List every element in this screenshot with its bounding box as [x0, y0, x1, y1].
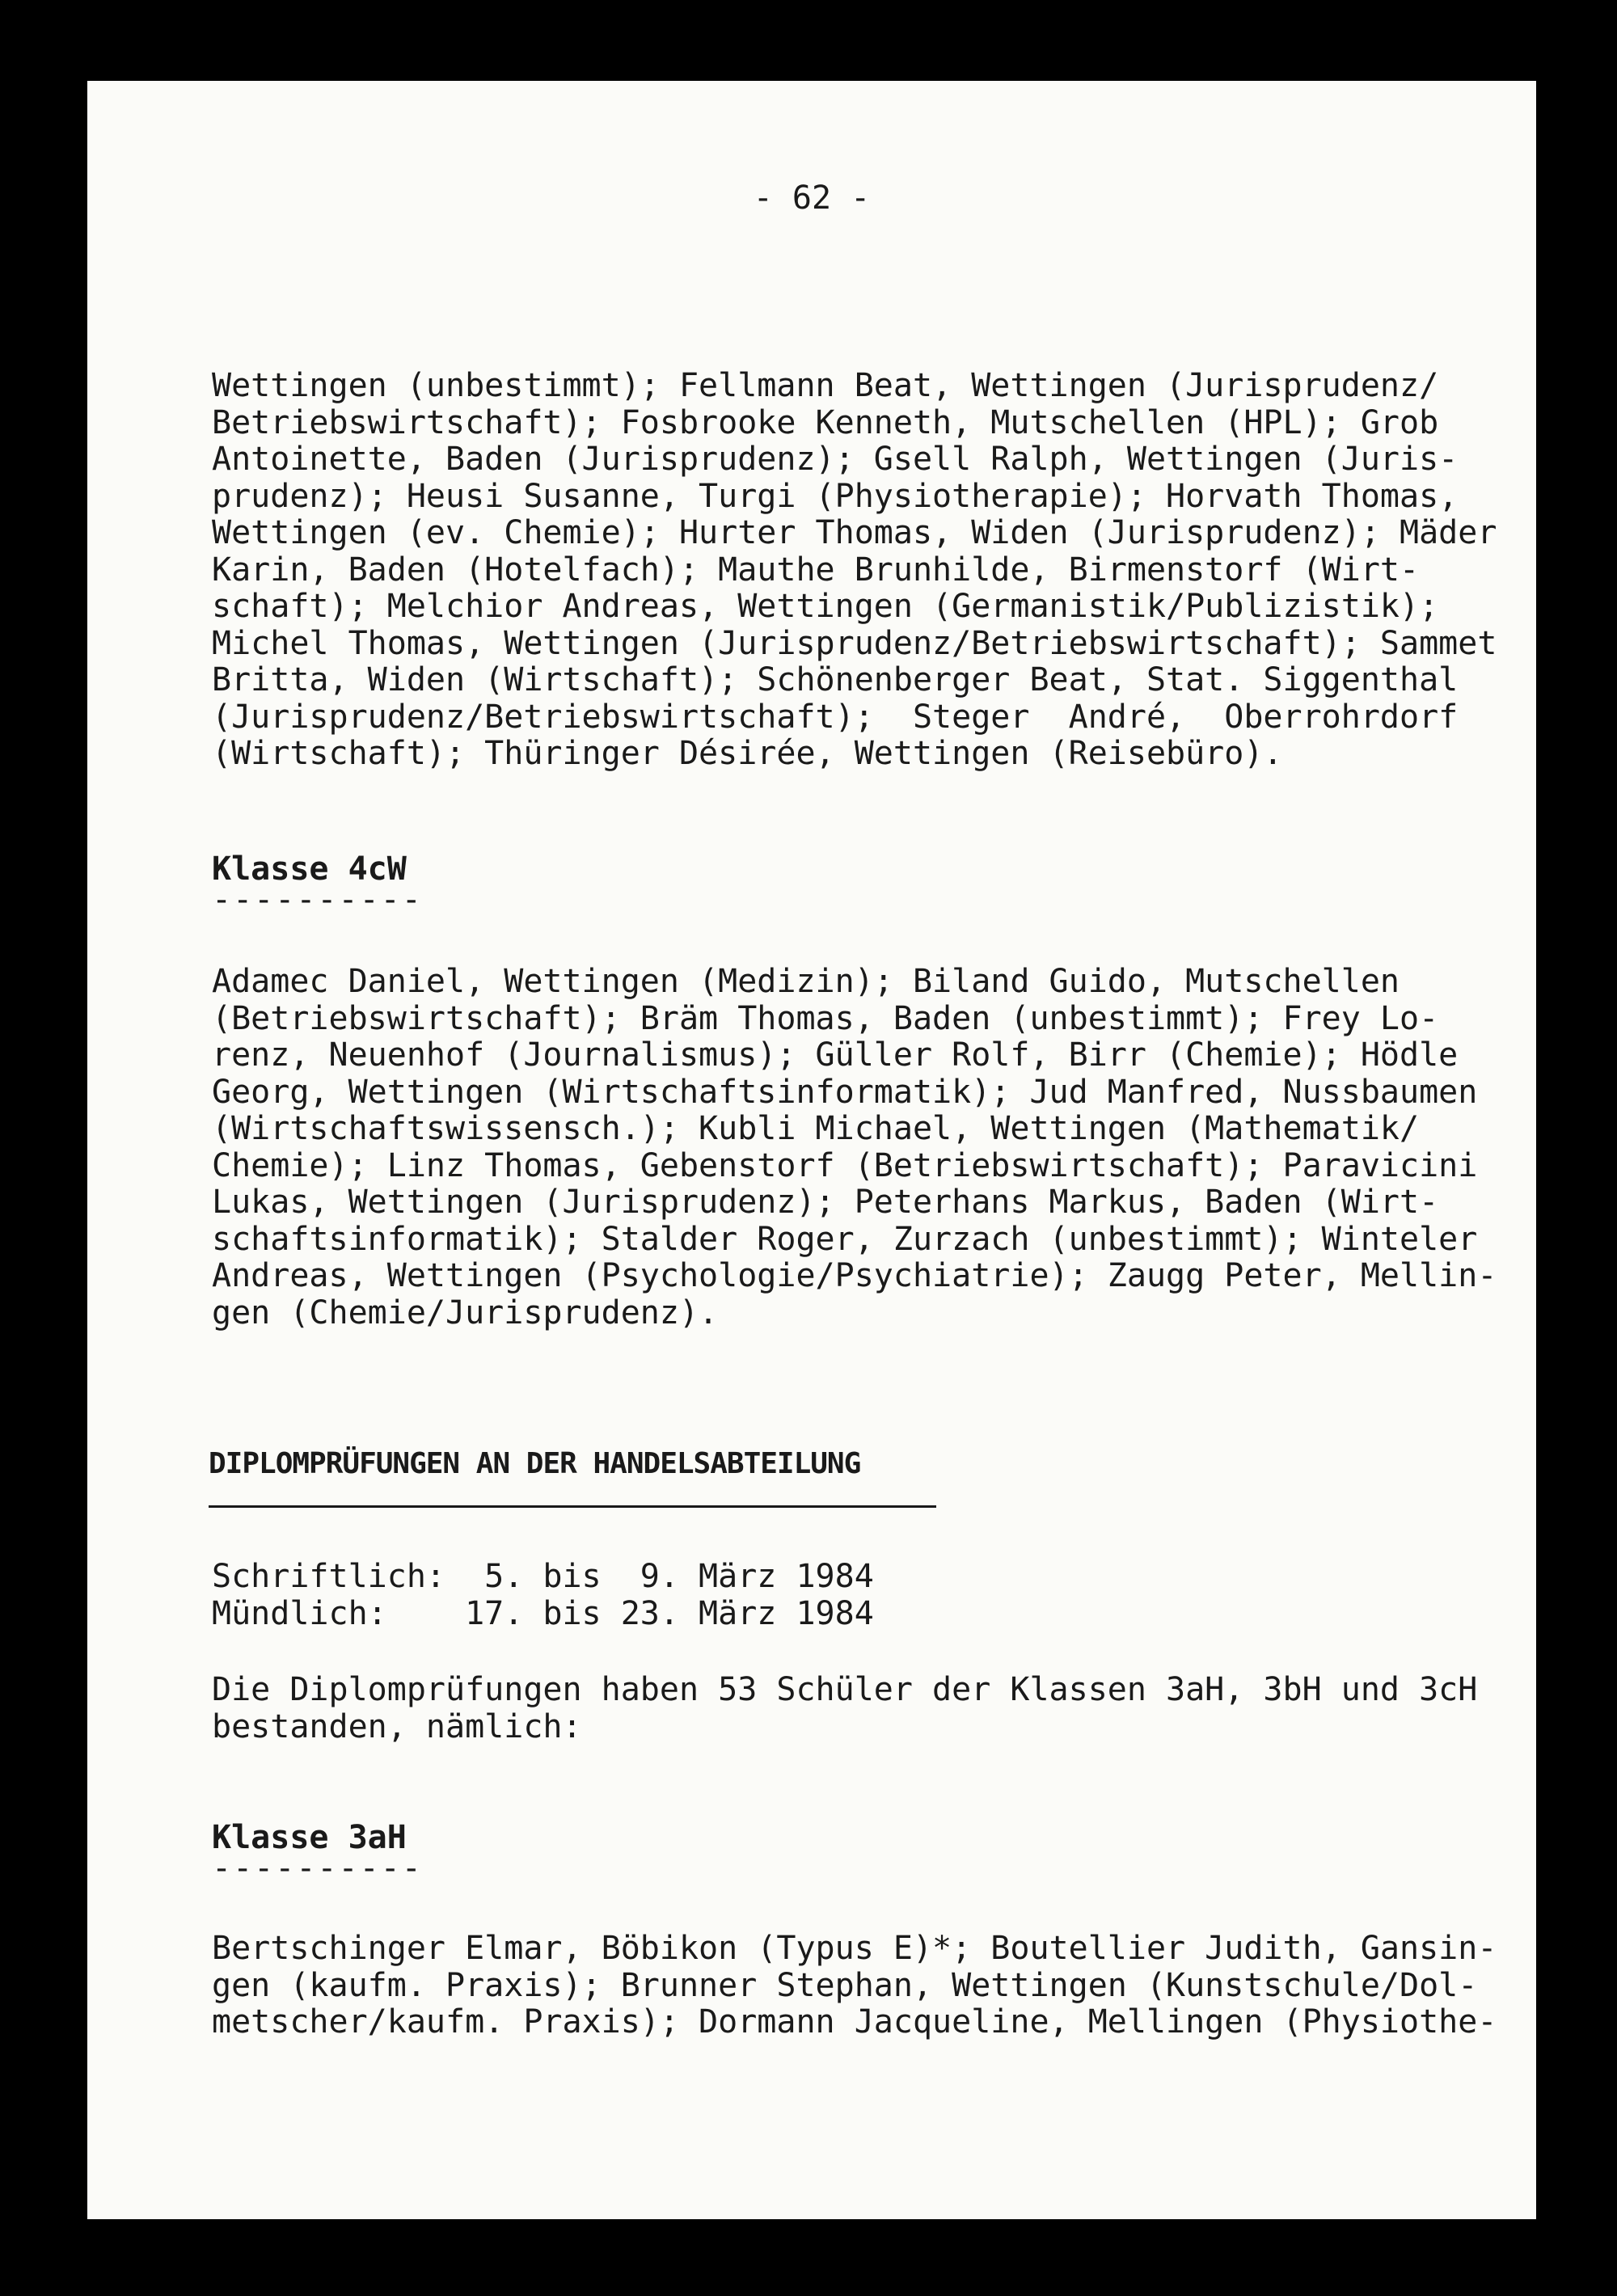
- section-heading-4cw: Klasse 4cW: [212, 850, 407, 888]
- text-line: (Wirtschaft); Thüringer Désirée, Wettingen (Reisebüro).: [212, 735, 1283, 772]
- section-heading-3ah: Klasse 3aH: [212, 1819, 407, 1856]
- text-line: (Jurisprudenz/Betriebswirtschaft); Steger André, Oberrohrdorf: [212, 698, 1459, 736]
- text-line: gen (kaufm. Praxis); Brunner Stephan, Wettingen (Kunstschule/Dol-: [212, 1966, 1478, 2004]
- diplom-intro: [212, 1671, 1478, 1745]
- text-line: Bertschinger Elmar, Böbikon (Typus E)*; Boutellier Judith, Gansin-: [212, 1930, 1497, 1967]
- text-line: Lukas, Wettingen (Jurisprudenz); Peterhans Markus, Baden (Wirt-: [212, 1184, 1439, 1221]
- text-line: Chemie); Linz Thomas, Gebenstorf (Betriebswirtschaft); Paravicini: [212, 1146, 1478, 1184]
- section-3ah-paragraph: [212, 1930, 1497, 2041]
- text-line: Antoinette, Baden (Jurisprudenz); Gsell Ralph, Wettingen (Juris-: [212, 441, 1459, 478]
- text-line: gen (Chemie/Jurisprudenz).: [212, 1294, 719, 1332]
- exam-dates: [212, 1559, 1441, 1632]
- section-heading-diplom: DIPLOMPRÜFUNGEN AN DER HANDELSABTEILUNG: [209, 1447, 861, 1480]
- text-line: renz, Neuenhof (Journalismus); Güller Rolf, Birr (Chemie); Hödle: [212, 1036, 1459, 1074]
- section-4cw-paragraph: [212, 963, 1497, 1332]
- date-line: Mündlich: 17. bis 23. März 1984: [212, 1594, 874, 1632]
- text-line: metscher/kaufm. Praxis); Dormann Jacqueline, Mellingen (Physiothe-: [212, 2003, 1497, 2041]
- text-line: (Betriebswirtschaft); Bräm Thomas, Baden (unbestimmt); Frey Lo-: [212, 999, 1439, 1037]
- text-line: Betriebswirtschaft); Fosbrooke Kenneth, Mutschellen (HPL); Grob: [212, 403, 1439, 441]
- text-line: schaftsinformatik); Stalder Roger, Zurzach (unbestimmt); Winteler: [212, 1220, 1478, 1258]
- text-line: schaft); Melchior Andreas, Wettingen (Germanistik/Publizistik);: [212, 588, 1439, 625]
- heading-rule: [209, 1505, 936, 1508]
- text-line: Adamec Daniel, Wettingen (Medizin); Biland Guido, Mutschellen: [212, 963, 1400, 1000]
- text-line: Wettingen (ev. Chemie); Hurter Thomas, Widen (Jurisprudenz); Mäder: [212, 514, 1497, 551]
- document-page: [87, 81, 1536, 2219]
- text-line: bestanden, nämlich:: [212, 1707, 582, 1745]
- text-line: Die Diplomprüfungen haben 53 Schüler der Klassen 3aH, 3bH und 3cH: [212, 1671, 1478, 1708]
- continuation-paragraph: [212, 367, 1497, 773]
- text-line: Michel Thomas, Wettingen (Jurisprudenz/Betriebswirtschaft); Sammet: [212, 624, 1497, 662]
- text-line: Andreas, Wettingen (Psychologie/Psychiatrie); Zaugg Peter, Mellin-: [212, 1257, 1497, 1294]
- text-line: Britta, Widen (Wirtschaft); Schönenberger Beat, Stat. Siggenthal: [212, 661, 1459, 699]
- date-line: Schriftlich: 5. bis 9. März 1984: [212, 1558, 874, 1595]
- text-line: Karin, Baden (Hotelfach); Mauthe Brunhilde, Birmenstorf (Wirt-: [212, 551, 1420, 589]
- text-line: Wettingen (unbestimmt); Fellmann Beat, Wettingen (Jurisprudenz/: [212, 367, 1439, 404]
- heading-underline: ----------: [212, 1850, 423, 1887]
- heading-underline: ----------: [212, 881, 423, 918]
- text-line: prudenz); Heusi Susanne, Turgi (Physiotherapie); Horvath Thomas,: [212, 477, 1459, 515]
- text-line: Georg, Wettingen (Wirtschaftsinformatik); Jud Manfred, Nussbaumen: [212, 1073, 1478, 1111]
- text-line: (Wirtschaftswissensch.); Kubli Michael, Wettingen (Mathematik/: [212, 1110, 1420, 1147]
- page-number: - 62 -: [753, 179, 871, 217]
